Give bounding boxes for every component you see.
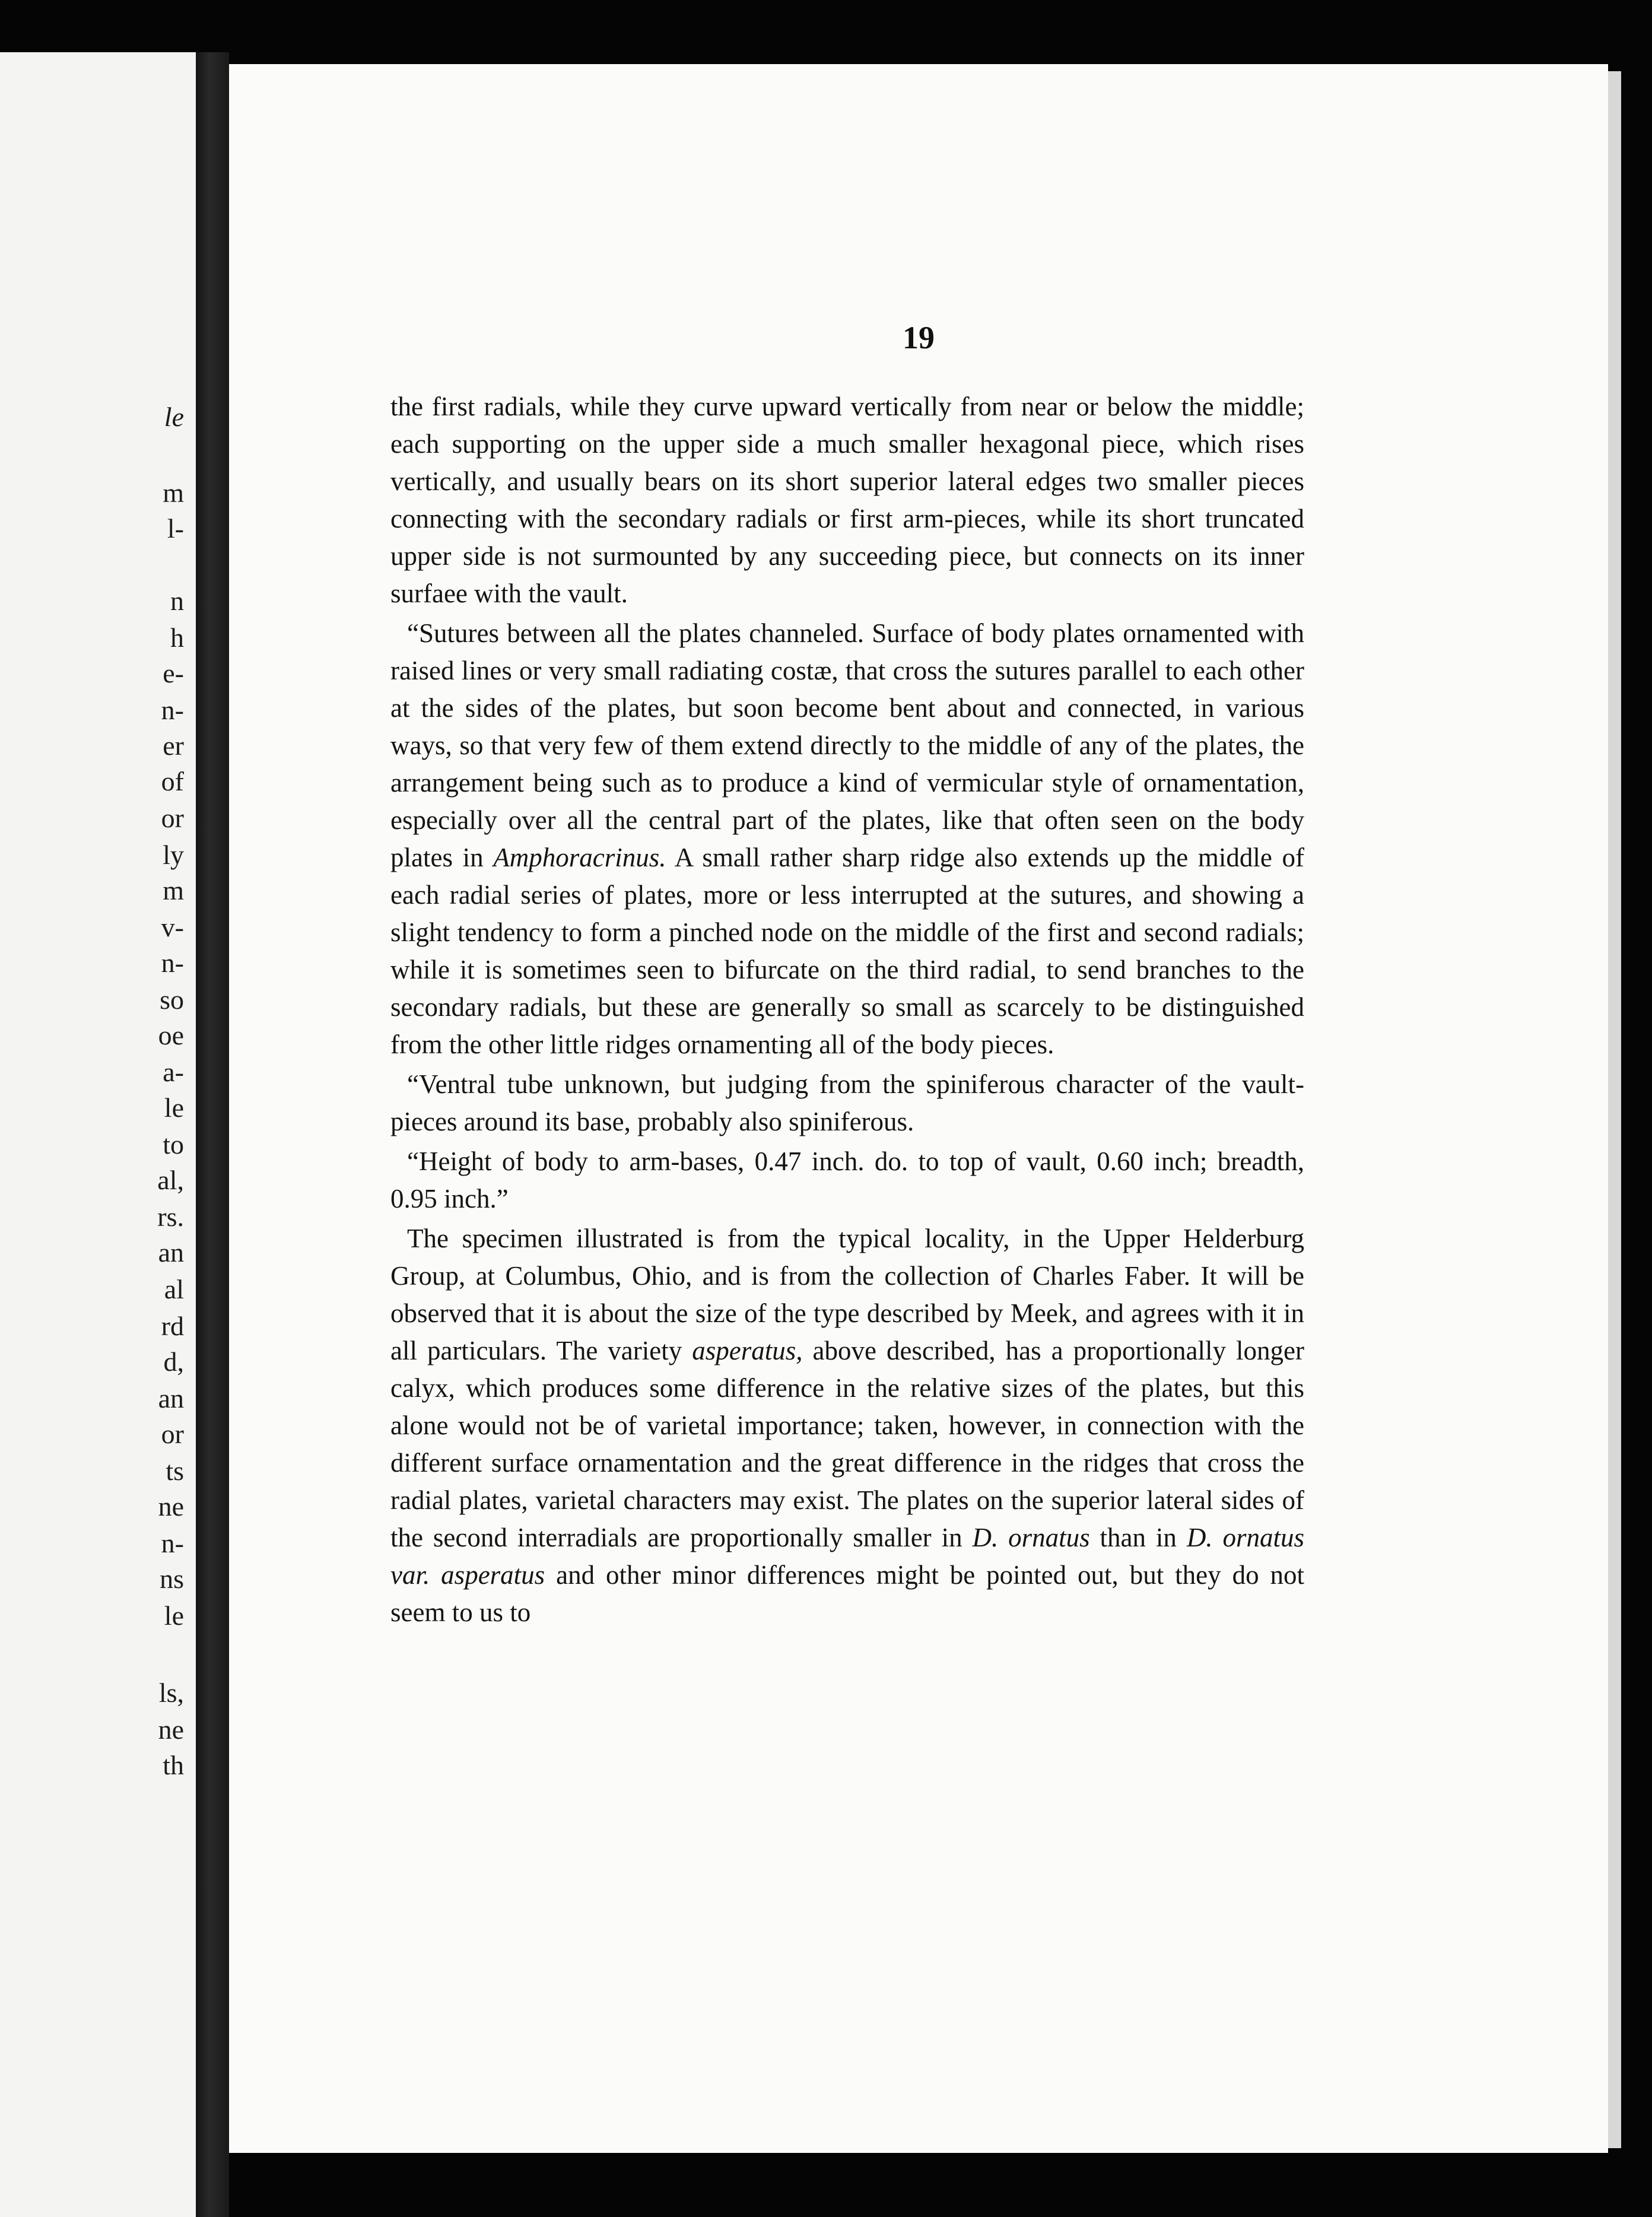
left-page-line-fragment: n (170, 586, 184, 616)
left-page-line-fragment: th (163, 1750, 184, 1780)
text-run: and other minor differences might be pointed out, but they do not seem to us to (390, 1560, 1305, 1627)
left-page-line-fragment: so (160, 984, 184, 1015)
left-page-line-fragment: ne (158, 1714, 184, 1745)
text-run: “Height of body to arm-bases, 0.47 inch. do. to top of vault, 0.60 inch; breadth, 0.95 inch.” (390, 1146, 1304, 1214)
left-page-line-fragment: h (170, 622, 184, 653)
page-number: 19 (903, 320, 935, 355)
left-facing-page (0, 52, 196, 2217)
italic-text: Amphoracrinus. (493, 843, 666, 872)
text-run: above described, has a proportionally longer calyx, which produces some difference in the relative sizes of the plates, but this alone would not be of varietal importance; taken, however, in connection with the different surface ornamentation and the great difference in the ridges that cross the radial plates, varietal characters may exist. The plates on the superior lateral sides of the second interradials are proportionally smaller in (390, 1336, 1304, 1552)
left-page-line-fragment: d, (163, 1346, 184, 1377)
left-page-line-fragment: e- (163, 658, 184, 688)
left-page-line-fragment: rd (161, 1311, 184, 1341)
left-page-line-fragment: ne (158, 1491, 184, 1522)
paragraph (390, 1220, 1304, 1631)
text-run: the first radials, while they curve upward vertically from near or below the middle; each supporting on the upper side a much smaller hexagonal piece, which rises vertically, and usually bears on its short superior lateral edges two smaller pieces connecting with the secondary radials or first arm-pieces, while its short truncated upper side is not surmounted by any succeeding piece, but connects on its inner surfaee with the vault. (390, 392, 1304, 608)
left-page-line-fragment: ts (166, 1456, 184, 1486)
left-page-line-fragment: n- (161, 1528, 184, 1558)
left-page-line-fragment: m (163, 478, 184, 508)
italic-text: D. ornatus var. asperatus (390, 1523, 1304, 1590)
left-page-line-fragment: a- (163, 1057, 184, 1087)
left-page-line-fragment: le (164, 1600, 184, 1631)
left-page-line-fragment: er (163, 730, 184, 761)
paragraph (390, 1066, 1304, 1141)
italic-text: D. ornatus (972, 1523, 1090, 1552)
paragraph (390, 1143, 1304, 1218)
text-run: “Sutures between all the plates channeled. Surface of body plates ornamented with raised lines or very small radiating costæ, that cross the sutures parallel to each other at the sides of the plates, but soon become bent about and connected, in various ways, so that very few of them extend directly to the middle of any of the plates, the arrangement being such as to produce a kind of vermicular style of ornamentation, especially over all the central part of the plates, like that often seen on the body plates in (390, 618, 1304, 872)
left-page-line-fragment: al, (157, 1165, 184, 1195)
left-page-line-fragment: of (161, 766, 184, 796)
text-run: The specimen illustrated is from the typical locality, in the Upper Helderburg Group, at Columbus, Ohio, and is from the collection of Charles Faber. It will be observed that it is about the size of the type described by Meek, and agrees with it in all particulars. The variety (390, 1224, 1304, 1365)
left-page-line-fragment: l- (167, 513, 184, 544)
left-page-line-fragment: an (158, 1237, 184, 1268)
left-page-line-fragment: ly (163, 840, 184, 870)
left-page-line-fragment: to (163, 1129, 184, 1160)
text-run: “Ventral tube unknown, but judging from the spiniferous character of the vault-pieces around its base, probably also spiniferous. (390, 1069, 1304, 1136)
left-page-line-fragment: v- (161, 912, 184, 942)
left-page-line-fragment: le (164, 1092, 184, 1123)
left-page-line-fragment: ls, (158, 1678, 184, 1708)
left-page-line-fragment: n- (161, 948, 184, 978)
left-page-line-fragment: n- (161, 695, 184, 725)
left-page-line-fragment: al (164, 1274, 184, 1304)
book-page (229, 64, 1608, 2153)
left-page-line-fragment: rs. (157, 1202, 184, 1232)
left-page-line-fragment: m (163, 875, 184, 906)
text-run: than in (1089, 1523, 1187, 1552)
left-page-line-fragment: le (164, 402, 184, 432)
page-body-text (390, 388, 1304, 1631)
left-page-line-fragment: ns (160, 1564, 184, 1594)
paragraph (390, 615, 1304, 1063)
left-page-line-fragment: oe (158, 1020, 184, 1050)
left-page-line-fragment: or (161, 1419, 184, 1449)
left-page-line-fragment: or (161, 803, 184, 833)
book-gutter (196, 52, 229, 2217)
text-run: A small rather sharp ridge also extends up the middle of each radial series of plates, more or less interrupted at the sutures, and showing a slight tendency to form a pinched node on the middle of the first and second radials; while it is sometimes seen to bifurcate on the third radial, to send branches to the secondary radials, but these are generally so small as scarcely to be distinguished from the other little ridges ornamenting all of the body pieces. (390, 843, 1305, 1059)
italic-text: asperatus, (692, 1336, 803, 1365)
paragraph (390, 388, 1304, 612)
left-page-line-fragment: an (158, 1383, 184, 1414)
page-edge (1608, 71, 1621, 2148)
